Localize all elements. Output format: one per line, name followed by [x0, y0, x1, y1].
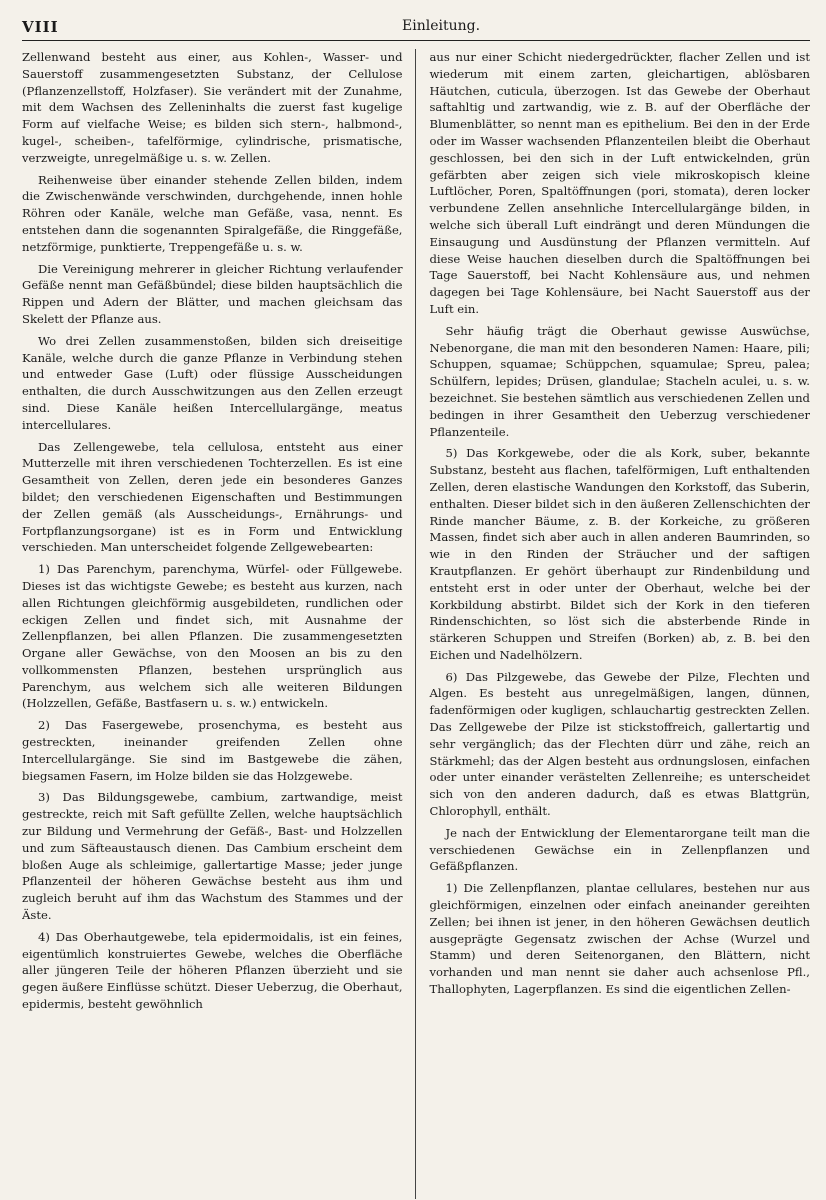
paragraph: Die Vereinigung mehrerer in gleicher Richtung verlaufender Gefäße nennt man Gefäßbündel; diese bilden hauptsächlich die Rippen und Adern der Blätter, und machen gleichsam das Skelett der Pflanze aus. — [22, 261, 403, 326]
paragraph: 6) Das Pilzgewebe, das Gewebe der Pilze, Flechten und Algen. Es besteht aus unregelmäßigen, langen, dünnen, fadenförmigen oder kugligen, schlauchartig gestreckten Zellen. Das Zellgewebe der Pilze ist stickstoffreich, gallertartig und sehr vergänglich; das der Flechten dürr und zähe, reich an Stärkmehl; das der Algen besteht aus ordnungslosen, einfachen oder unter einander verästelten Zellenreihe; es unterscheidet sich von den anderen dadurch, daß es etwas Blattgrün, Chlorophyll, enthält. — [429, 669, 810, 819]
paragraph: Sehr häufig trägt die Oberhaut gewisse Auswüchse, Nebenorgane, die man mit den besonderen Namen: Haare, pili; Schuppen, squamae; Schüppchen, squamulae; Spreu, palea; Schülfern, lepides; Drüsen, glandulae; Stacheln aculei, u. s. w. bezeichnet. Sie bestehen sämtlich aus verschiedenen Zellen und bedingen in ihrer Gesamtheit den Ueberzug verschiedener Pflanzenteile. — [429, 323, 810, 439]
paragraph: Je nach der Entwicklung der Elementarorgane teilt man die verschiedenen Gewächse ein in Zellenpflanzen und Gefäßpflanzen. — [429, 825, 810, 874]
left-column — [22, 49, 415, 1199]
paragraph: 5) Das Korkgewebe, oder die als Kork, suber, bekannte Substanz, besteht aus flachen, tafelförmigen, Luft enthaltenden Zellen, deren elastische Wandungen den Korkstoff, das Suberin, enthalten. Dieser bildet sich in den äußeren Zellenschichten der Rinde mancher Bäume, z. B. der Korkeiche, zu größeren Massen, findet sich aber auch in allen anderen Baumrinden, so wie in den Rinden der Sträucher und der saftigen Krautpflanzen. Er gehört überhaupt zur Rindenbildung und entsteht erst in oder unter der Oberhaut, welche bei der Korkbildung abstirbt. Bildet sich der Kork in den tieferen Rindenschichten, so löst sich die absterbende Rinde in stärkeren Schuppen und Streifen (Borken) ab, z. B. bei den Eichen und Nadelhölzern. — [429, 446, 810, 662]
page-header — [22, 14, 810, 41]
paragraph: 2) Das Fasergewebe, prosenchyma, es besteht aus gestreckten, ineinander greifenden Zellen ohne Intercellulargänge. Sie sind im Bastgewebe die zähen, biegsamen Fasern, im Holze bilden sie das Holzgewebe. — [22, 718, 403, 783]
text-columns — [22, 49, 810, 1199]
paragraph: 3) Das Bildungsgewebe, cambium, zartwandige, meist gestreckte, reich mit Saft gefüllte Zellen, welche hauptsächlich zur Bildung und Vermehrung der Gefäß-, Bast- und Holzzellen und zum Säfteaustausch dienen. Das Cambium erscheint dem bloßen Auge als schleimige, gallertartige Masse; jeder junge Pflanzenteil der höheren Gewächse besteht aus ihm und zugleich beruht auf ihm das Wachstum des Stammes und der Äste. — [22, 790, 403, 923]
paragraph: Reihenweise über einander stehende Zellen bilden, indem die Zwischenwände verschwinden, durchgehende, innen hohle Röhren oder Kanäle, welche man Gefäße, vasa, nennt. Es entstehen dann die sogenannten Spiralgefäße, die Ringgefäße, netzförmige, punktierte, Treppengefäße u. s. w. — [22, 172, 403, 254]
paragraph: 4) Das Oberhautgewebe, tela epidermoidalis, ist ein feines, eigentümlich konstruiertes Gewebe, welches die Oberfläche aller jüngeren Teile der höheren Pflanzen überzieht und sie gegen äußere Einflüsse schützt. Dieser Ueberzug, die Oberhaut, epidermis, besteht gewöhnlich — [22, 929, 403, 1012]
paragraph: Zellenwand besteht aus einer, aus Kohlen-, Wasser- und Sauerstoff zusammengesetzten Substanz, der Cellulose (Pflanzenzellstoff, Holzfaser). Sie verändert mit der Zunahme, mit dem Wachsen des Zelleninhalts die zuerst fast kugelige Form auf vielfache Weise; es bilden sich stern-, halbmond-, kugel-, scheiben-, tafelförmige, cylindrische, prismatische, verzweigte, unregelmäßige u. s. w. Zellen. — [22, 50, 403, 165]
running-head: Einleitung. — [402, 18, 481, 34]
paragraph: aus nur einer Schicht niedergedrückter, flacher Zellen und ist wiederum mit einem zarten, gleichartigen, ablösbaren Häutchen, cuticula, überzogen. Ist das Gewebe der Oberhaut saftahltig und zartwandig, wie z. B. auf der Oberfläche der Blumenblätter, so nennt man es epithelium. Bei den in der Erde oder im Wasser wachsenden Pflanzenteilen bleibt die Oberhaut geschlossen, bei den sich in der Luft entwickelnden, grün gefärbten aber zeigen sich viele mikroskopisch kleine Luftlöcher, Poren, Spaltöffnungen (pori, stomata), deren locker verbundene Zellen ansehnliche Intercellulargänge bilden, in welche sich überall Luft eindrängt und deren Mündungen die Einsaugung und Ausdünstung der Pflanzen vermitteln. Auf diese Weise hauchen dieselben durch die Spaltöffnungen bei Tage Sauerstoff, bei Nacht Kohlensäure aus, und nehmen dagegen bei Tage Kohlensäure, bei Nacht Sauerstoff aus der Luft ein. — [429, 50, 810, 316]
paragraph: 1) Das Parenchym, parenchyma, Würfel- oder Füllgewebe. Dieses ist das wichtigste Gewebe; es besteht aus kurzen, nach allen Richtungen gleichförmig ausgebildeten, rundlichen oder eckigen Zellen und findet sich, mit Ausnahme der Zellenpflanzen, bei allen Pflanzen. Die zusammengesetzten Organe aller Gewächse, von den Moosen an bis zu den vollkommensten Pflanzen, bestehen ursprünglich aus Parenchym, aus welchem sich alle weiteren Bildungen (Holzzellen, Gefäße, Bastfasern u. s. w.) entwickeln. — [22, 562, 403, 711]
paragraph: Wo drei Zellen zusammenstoßen, bilden sich dreiseitige Kanäle, welche durch die ganze Pflanze in Verbindung stehen und entweder Gase (Luft) oder flüssige Ausscheidungen enthalten, die durch Ausschwitzungen aus den Zellen erzeugt sind. Diese Kanäle heißen Intercellulargänge, meatus intercellulares. — [22, 333, 403, 432]
right-column — [415, 49, 810, 1199]
paragraph: Das Zellengewebe, tela cellulosa, entsteht aus einer Mutterzelle mit ihren verschiedenen Tochterzellen. Es ist eine Gesamtheit von Zellen, deren jede ein besonderes Ganzes bildet; den verschiedenen Eigenschaften und Bestimmungen der Zellen gemäß (als Ausscheidungs-, Ernährungs- und Fortpflanzungsorgane) ist es in Form und Entwicklung verschieden. Man unterscheidet folgende Zellgewebearten: — [22, 439, 403, 555]
page-number: VIII — [22, 18, 59, 36]
paragraph: 1) Die Zellenpflanzen, plantae cellulares, bestehen nur aus gleichförmigen, einzelnen oder einfach aneinander gereihten Zellen; bei ihnen ist jener, in den höheren Gewächsen deutlich ausgeprägte Gegensatz zwischen der Achse (Wurzel und Stamm) und deren Seitenorganen, den Blättern, nicht vorhanden und man nennt sie daher auch achsenlose Pfl., Thallophyten, Lagerpflanzen. Es sind die eigentlichen Zellen- — [429, 881, 810, 997]
